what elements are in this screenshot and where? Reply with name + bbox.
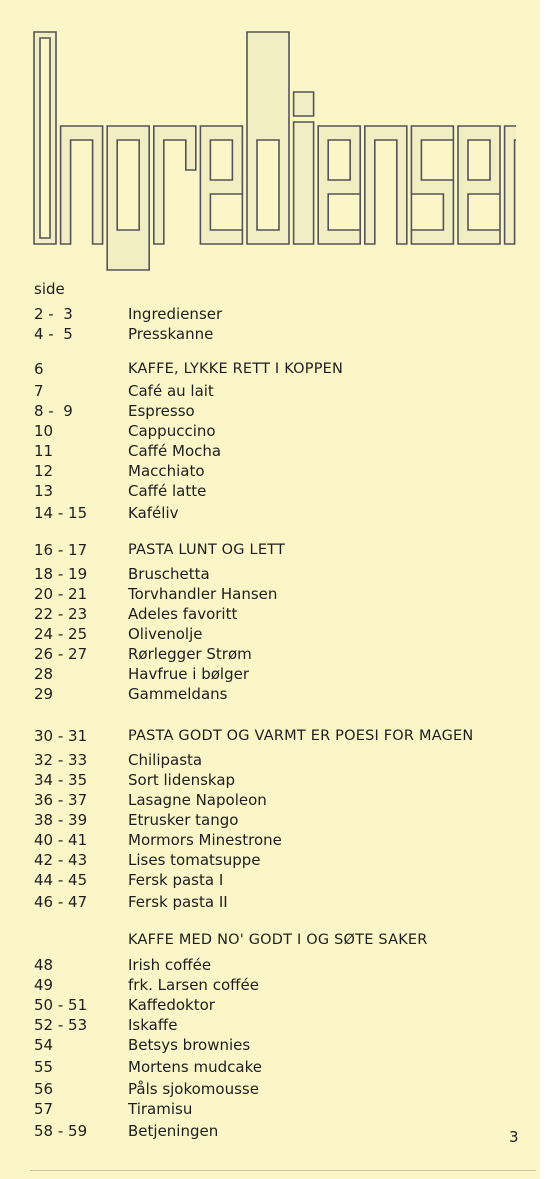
toc-row (0, 584, 548, 604)
bottom-rule (30, 1170, 536, 1171)
toc-entry-name: Chilipasta (128, 751, 203, 769)
toc-entry-name: Espresso (128, 402, 195, 420)
toc-entry-name: Havfrue i bølger (128, 665, 250, 683)
toc-row (0, 441, 548, 461)
toc-entry-name: Ingredienser (128, 305, 223, 323)
toc-row (0, 995, 548, 1015)
toc-page-range: 8 - 9 (34, 402, 73, 420)
toc-page-range: 38 - 39 (34, 811, 88, 829)
toc-page-range: 44 - 45 (34, 871, 88, 889)
section-heading: PASTA GODT OG VARMT ER POESI FOR MAGEN (128, 728, 474, 744)
toc-row (0, 1121, 548, 1141)
toc-entry-name: Macchiato (128, 462, 205, 480)
toc-row (0, 1035, 548, 1055)
toc-row (0, 975, 548, 995)
toc-page-range: 49 (34, 976, 54, 994)
toc-row (0, 401, 548, 421)
toc-entry-name: Påls sjokomousse (128, 1080, 259, 1098)
toc-page-range: 18 - 19 (34, 565, 88, 583)
toc-row (0, 664, 548, 684)
page-number: 3 (509, 1128, 519, 1146)
toc-page-range: 7 (34, 382, 44, 400)
toc-entry-name: Presskanne (128, 325, 214, 343)
toc-entry-name: frk. Larsen coffée (128, 976, 259, 994)
toc-page-range: 22 - 23 (34, 605, 88, 623)
toc-page-range: 28 (34, 665, 54, 683)
toc-entry-name: Betjeningen (128, 1122, 219, 1140)
toc-entry-name: Fersk pasta II (128, 893, 228, 911)
toc-entry-name: Kaffedoktor (128, 996, 215, 1014)
toc-entry-name: Bruschetta (128, 565, 210, 583)
toc-row (0, 1079, 548, 1099)
title-letter (154, 126, 196, 244)
toc-page-range: 2 - 3 (34, 305, 73, 323)
toc-row (0, 870, 548, 890)
toc-row (0, 830, 548, 850)
title-letter (61, 126, 103, 244)
toc-entry-name: Fersk pasta I (128, 871, 224, 889)
toc-page-range: 30 - 31 (34, 727, 88, 745)
toc-page-range: 54 (34, 1036, 54, 1054)
page-title (30, 26, 516, 276)
toc-row (0, 790, 548, 810)
toc-entry-name: Sort lidenskap (128, 771, 236, 789)
toc-row (0, 381, 548, 401)
toc-page-range: 40 - 41 (34, 831, 88, 849)
toc-row (0, 1015, 548, 1035)
toc-row (0, 770, 548, 790)
toc-page-range: 11 (34, 442, 54, 460)
toc-row (0, 1099, 548, 1119)
toc-row (0, 684, 548, 704)
toc-entry-name: Betsys brownies (128, 1036, 251, 1054)
toc-page-range: 50 - 51 (34, 996, 88, 1014)
toc-page-range: 36 - 37 (34, 791, 88, 809)
title-letter (458, 126, 500, 244)
toc-page-range: 55 (34, 1058, 54, 1076)
toc-entry-name: Lasagne Napoleon (128, 791, 267, 809)
toc-entry-name: Torvhandler Hansen (128, 585, 278, 603)
toc-row (0, 421, 548, 441)
toc-entry-name: Iskaffe (128, 1016, 178, 1034)
section-heading-row (0, 359, 548, 379)
toc-row (0, 564, 548, 584)
toc-entry-name: Mormors Minestrone (128, 831, 282, 849)
title-letter (411, 126, 453, 244)
toc-entry-name: Kaféliv (128, 504, 179, 522)
toc-page-range: 20 - 21 (34, 585, 88, 603)
toc-page-range: 4 - 5 (34, 325, 73, 343)
toc-row (0, 503, 548, 523)
title-letter (247, 32, 289, 244)
toc-page-range: 16 - 17 (34, 541, 88, 559)
toc-entry-name: Lises tomatsuppe (128, 851, 261, 869)
toc-row (0, 461, 548, 481)
toc-page-range: 34 - 35 (34, 771, 88, 789)
toc-entry-name: Olivenolje (128, 625, 203, 643)
toc-entry-name: Café au lait (128, 382, 214, 400)
title-letter (505, 126, 516, 244)
toc-page-range: 29 (34, 685, 54, 703)
toc-row (0, 810, 548, 830)
toc-row (0, 892, 548, 912)
toc-entry-name: Tiramisu (128, 1100, 193, 1118)
toc-page-range: 12 (34, 462, 54, 480)
toc-row (0, 1057, 548, 1077)
section-heading: KAFFE MED NO' GODT I OG SØTE SAKER (128, 932, 428, 948)
toc-entry-name: Cappuccino (128, 422, 216, 440)
title-letter (200, 126, 242, 244)
title-letter (294, 92, 314, 244)
title-letter (34, 32, 56, 244)
toc-row (0, 304, 548, 324)
toc-page-range: 48 (34, 956, 54, 974)
toc-page-range: 6 (34, 360, 44, 378)
toc-row (0, 324, 548, 344)
section-heading-row (0, 930, 548, 950)
section-heading: KAFFE, LYKKE RETT I KOPPEN (128, 361, 344, 377)
toc-row (0, 604, 548, 624)
toc-entry-name: Rørlegger Strøm (128, 645, 252, 663)
side-label: side (34, 280, 65, 298)
toc-page-range: 32 - 33 (34, 751, 88, 769)
toc-entry-name: Gammeldans (128, 685, 228, 703)
title-glyphs (34, 32, 516, 270)
toc-entry-name: Caffé Mocha (128, 442, 222, 460)
toc-entry-name: Etrusker tango (128, 811, 239, 829)
toc-page-range: 24 - 25 (34, 625, 88, 643)
toc-row (0, 850, 548, 870)
toc-page-range: 26 - 27 (34, 645, 88, 663)
title-letter (107, 126, 149, 270)
toc-page-range: 56 (34, 1080, 54, 1098)
page-edge (540, 0, 548, 1179)
toc-page-range: 52 - 53 (34, 1016, 88, 1034)
toc-page-range: 57 (34, 1100, 54, 1118)
toc-entry-name: Mortens mudcake (128, 1058, 262, 1076)
toc-row (0, 624, 548, 644)
title-letter (365, 126, 407, 244)
toc-page-range: 10 (34, 422, 54, 440)
toc-page-range: 13 (34, 482, 54, 500)
toc-row (0, 750, 548, 770)
title-letter (318, 126, 360, 244)
toc-entry-name: Adeles favoritt (128, 605, 238, 623)
section-heading-row (0, 726, 548, 746)
toc-row (0, 481, 548, 501)
toc-page-range: 14 - 15 (34, 504, 88, 522)
toc-page-range: 58 - 59 (34, 1122, 88, 1140)
toc-row (0, 955, 548, 975)
section-heading: PASTA LUNT OG LETT (128, 542, 286, 558)
toc-entry-name: Caffé latte (128, 482, 207, 500)
toc-entry-name: Irish coffée (128, 956, 212, 974)
section-heading-row (0, 540, 548, 560)
toc-row (0, 644, 548, 664)
toc-page-range: 46 - 47 (34, 893, 88, 911)
toc-page-range: 42 - 43 (34, 851, 88, 869)
